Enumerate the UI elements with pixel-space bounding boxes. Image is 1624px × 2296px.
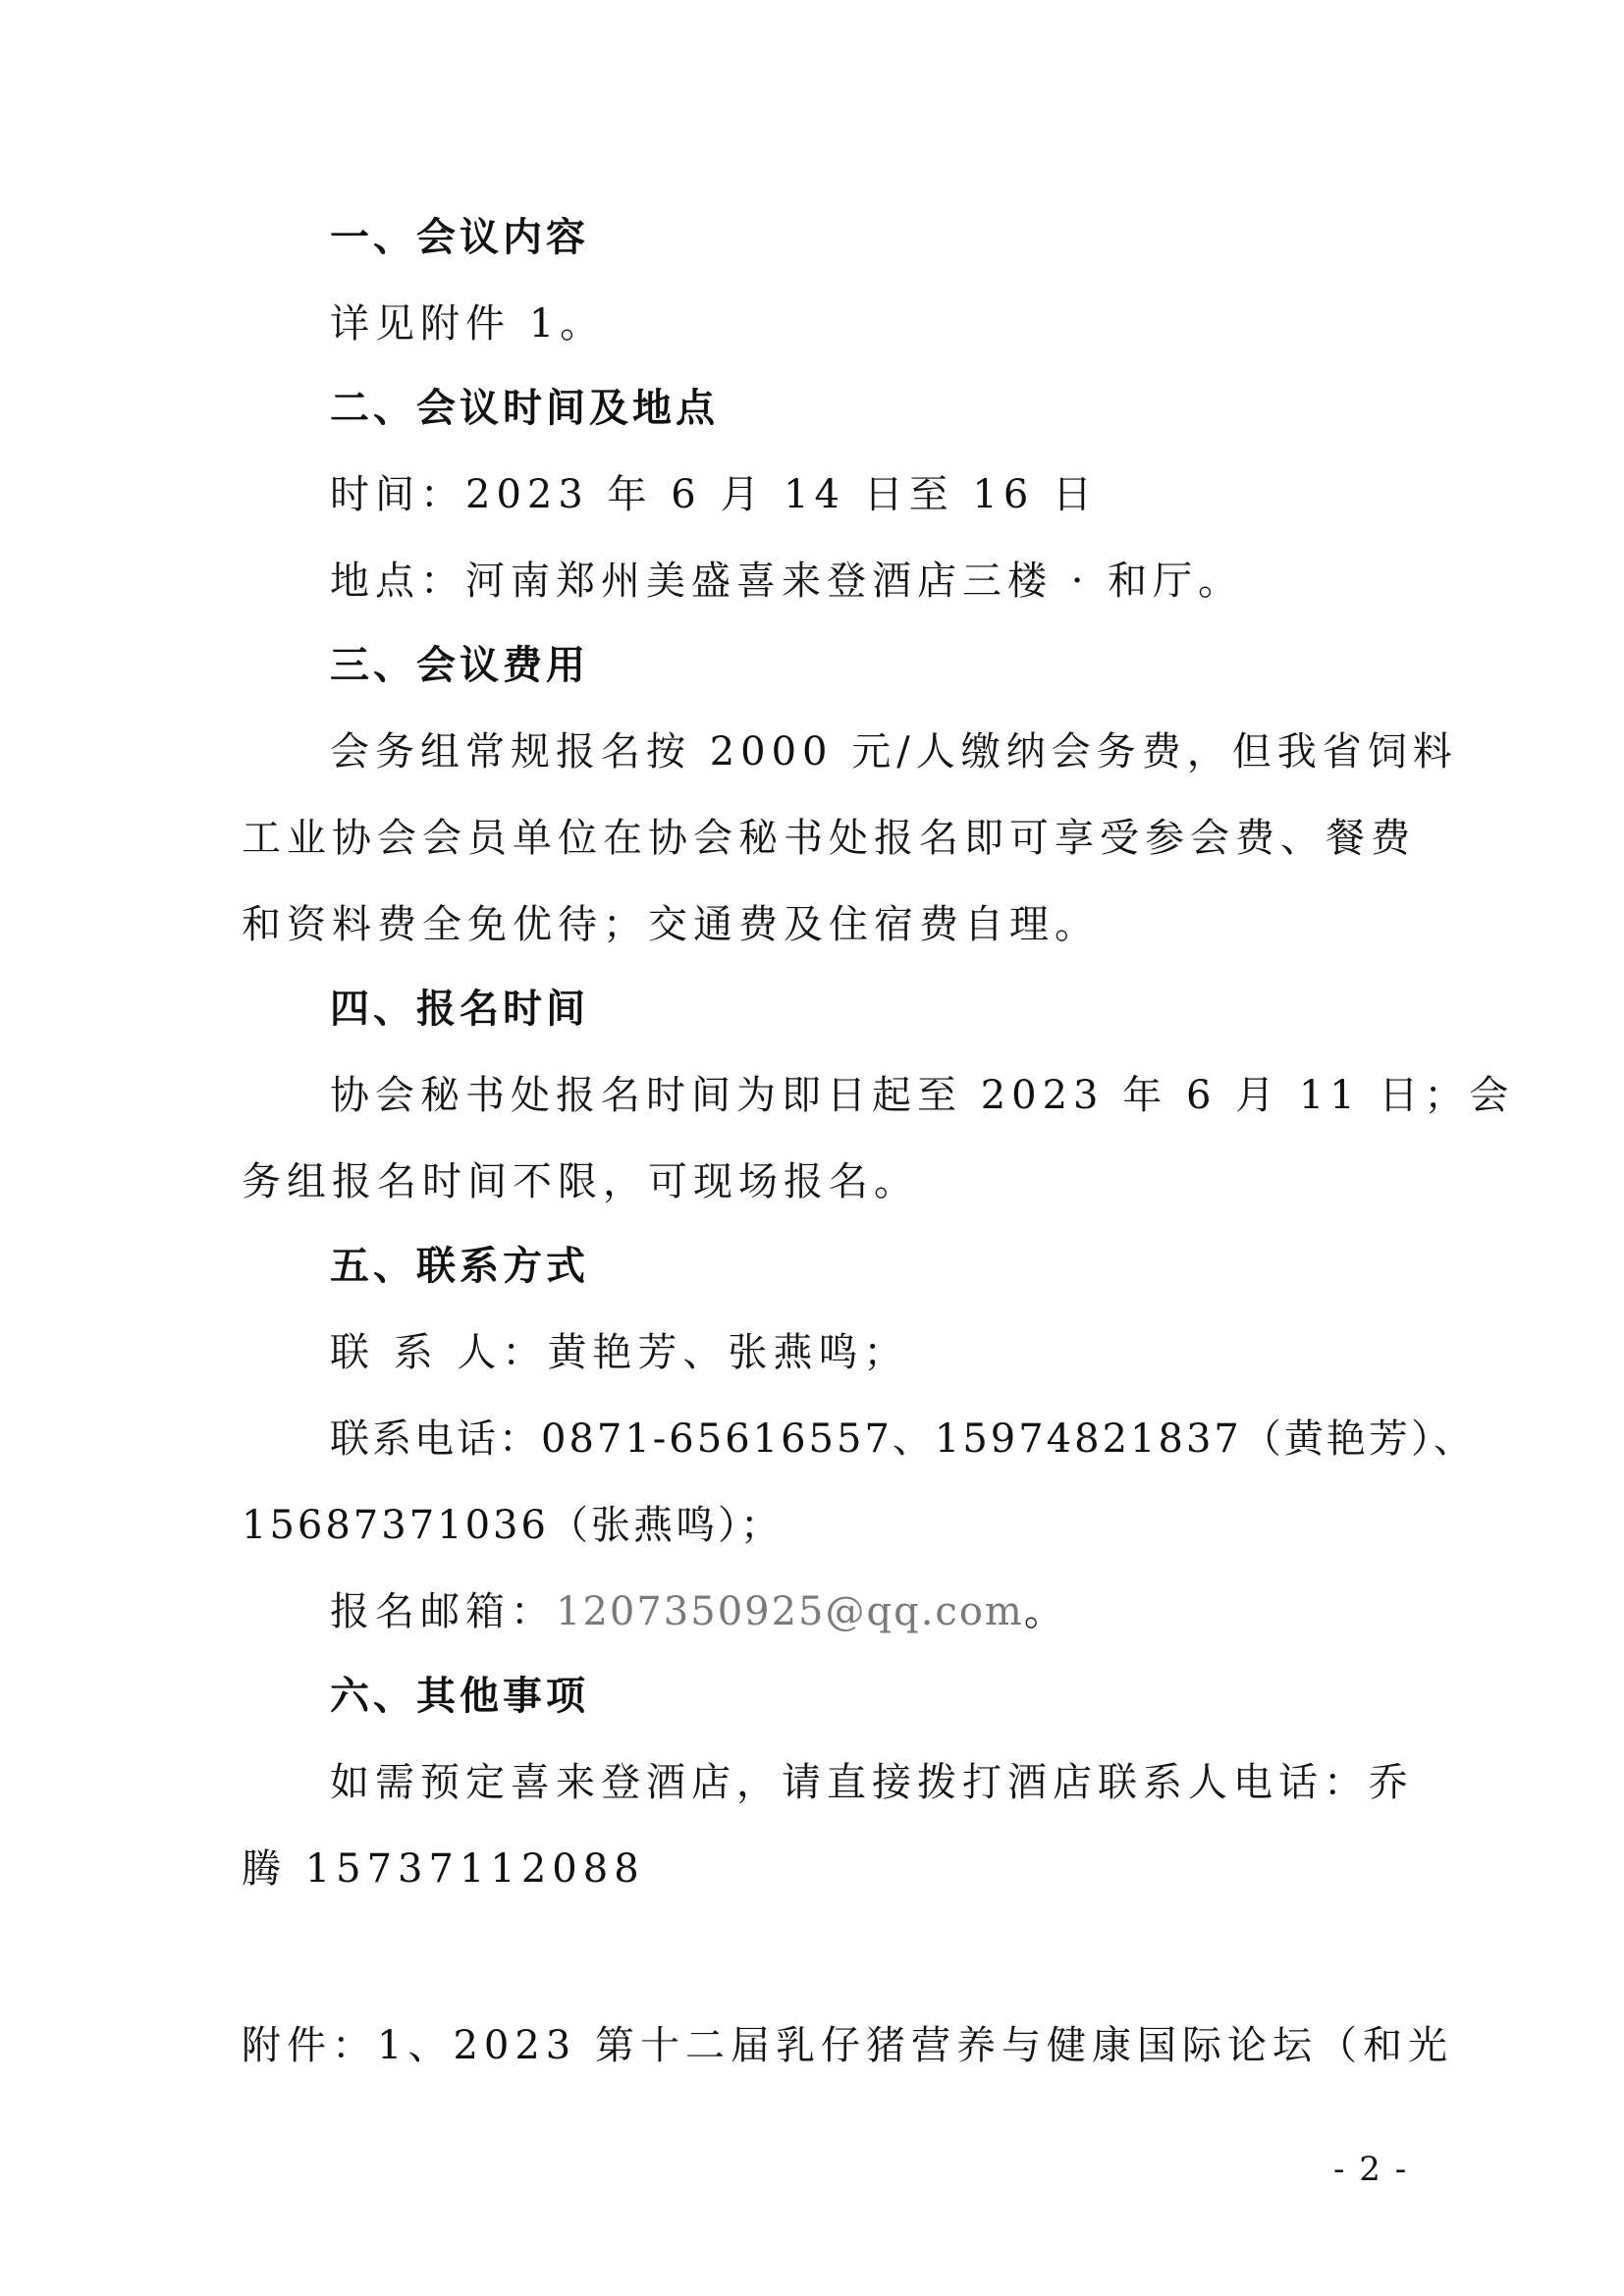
meeting-time: 时间：2023 年 6 月 14 日至 16 日 <box>330 472 1099 517</box>
email-label: 报名邮箱： <box>330 1589 556 1634</box>
section-heading-other-matters: 六、其他事项 <box>330 1674 589 1719</box>
contact-person-line <box>330 1330 909 1375</box>
attachment-line: 附件：1、2023 第十二届乳仔猪营养与健康国际论坛（和光 <box>242 2023 1453 2068</box>
other-matters-line: 如需预定喜来登酒店，请直接拨打酒店联系人电话：乔 <box>330 1760 1414 1805</box>
fees-paragraph-line: 会务组常规报名按 2000 元/人缴纳会务费，但我省饲料 <box>330 729 1458 774</box>
registration-paragraph-line: 务组报名时间不限，可现场报名。 <box>242 1159 919 1204</box>
contact-email-line <box>330 1589 1069 1634</box>
fees-paragraph-line: 工业协会会员单位在协会秘书处报名即可享受参会费、餐费 <box>242 816 1416 861</box>
contact-person-label: 联 系 人： <box>330 1330 548 1375</box>
other-matters-line: 腾 15737112088 <box>242 1846 645 1892</box>
registration-paragraph-line: 协会秘书处报名时间为即日起至 2023 年 6 月 11 日；会 <box>330 1073 1515 1118</box>
section-heading-meeting-content: 一、会议内容 <box>330 215 589 260</box>
contact-person-value: 黄艳芳、张燕鸣； <box>547 1330 909 1375</box>
meeting-place: 地点：河南郑州美盛喜来登酒店三楼 · 和厅。 <box>330 559 1244 604</box>
section-heading-registration-time: 四、报名时间 <box>330 987 589 1032</box>
section-heading-time-place: 二、会议时间及地点 <box>330 386 719 431</box>
email-suffix: 。 <box>1023 1589 1069 1634</box>
page-number: - 2 - <box>1333 2150 1409 2189</box>
section-body-meeting-content: 详见附件 1。 <box>330 301 606 347</box>
fees-paragraph-line: 和资料费全免优待；交通费及住宿费自理。 <box>242 902 1100 947</box>
contact-phone-line: 联系电话：0871-65616557、15974821837（黄艳芳）、 <box>330 1416 1476 1462</box>
email-link[interactable]: 1207350925@qq.com <box>556 1589 1024 1634</box>
section-heading-fees: 三、会议费用 <box>330 643 589 688</box>
contact-phone-line: 15687371036（张燕鸣）； <box>242 1503 783 1548</box>
section-heading-contact: 五、联系方式 <box>330 1244 589 1289</box>
